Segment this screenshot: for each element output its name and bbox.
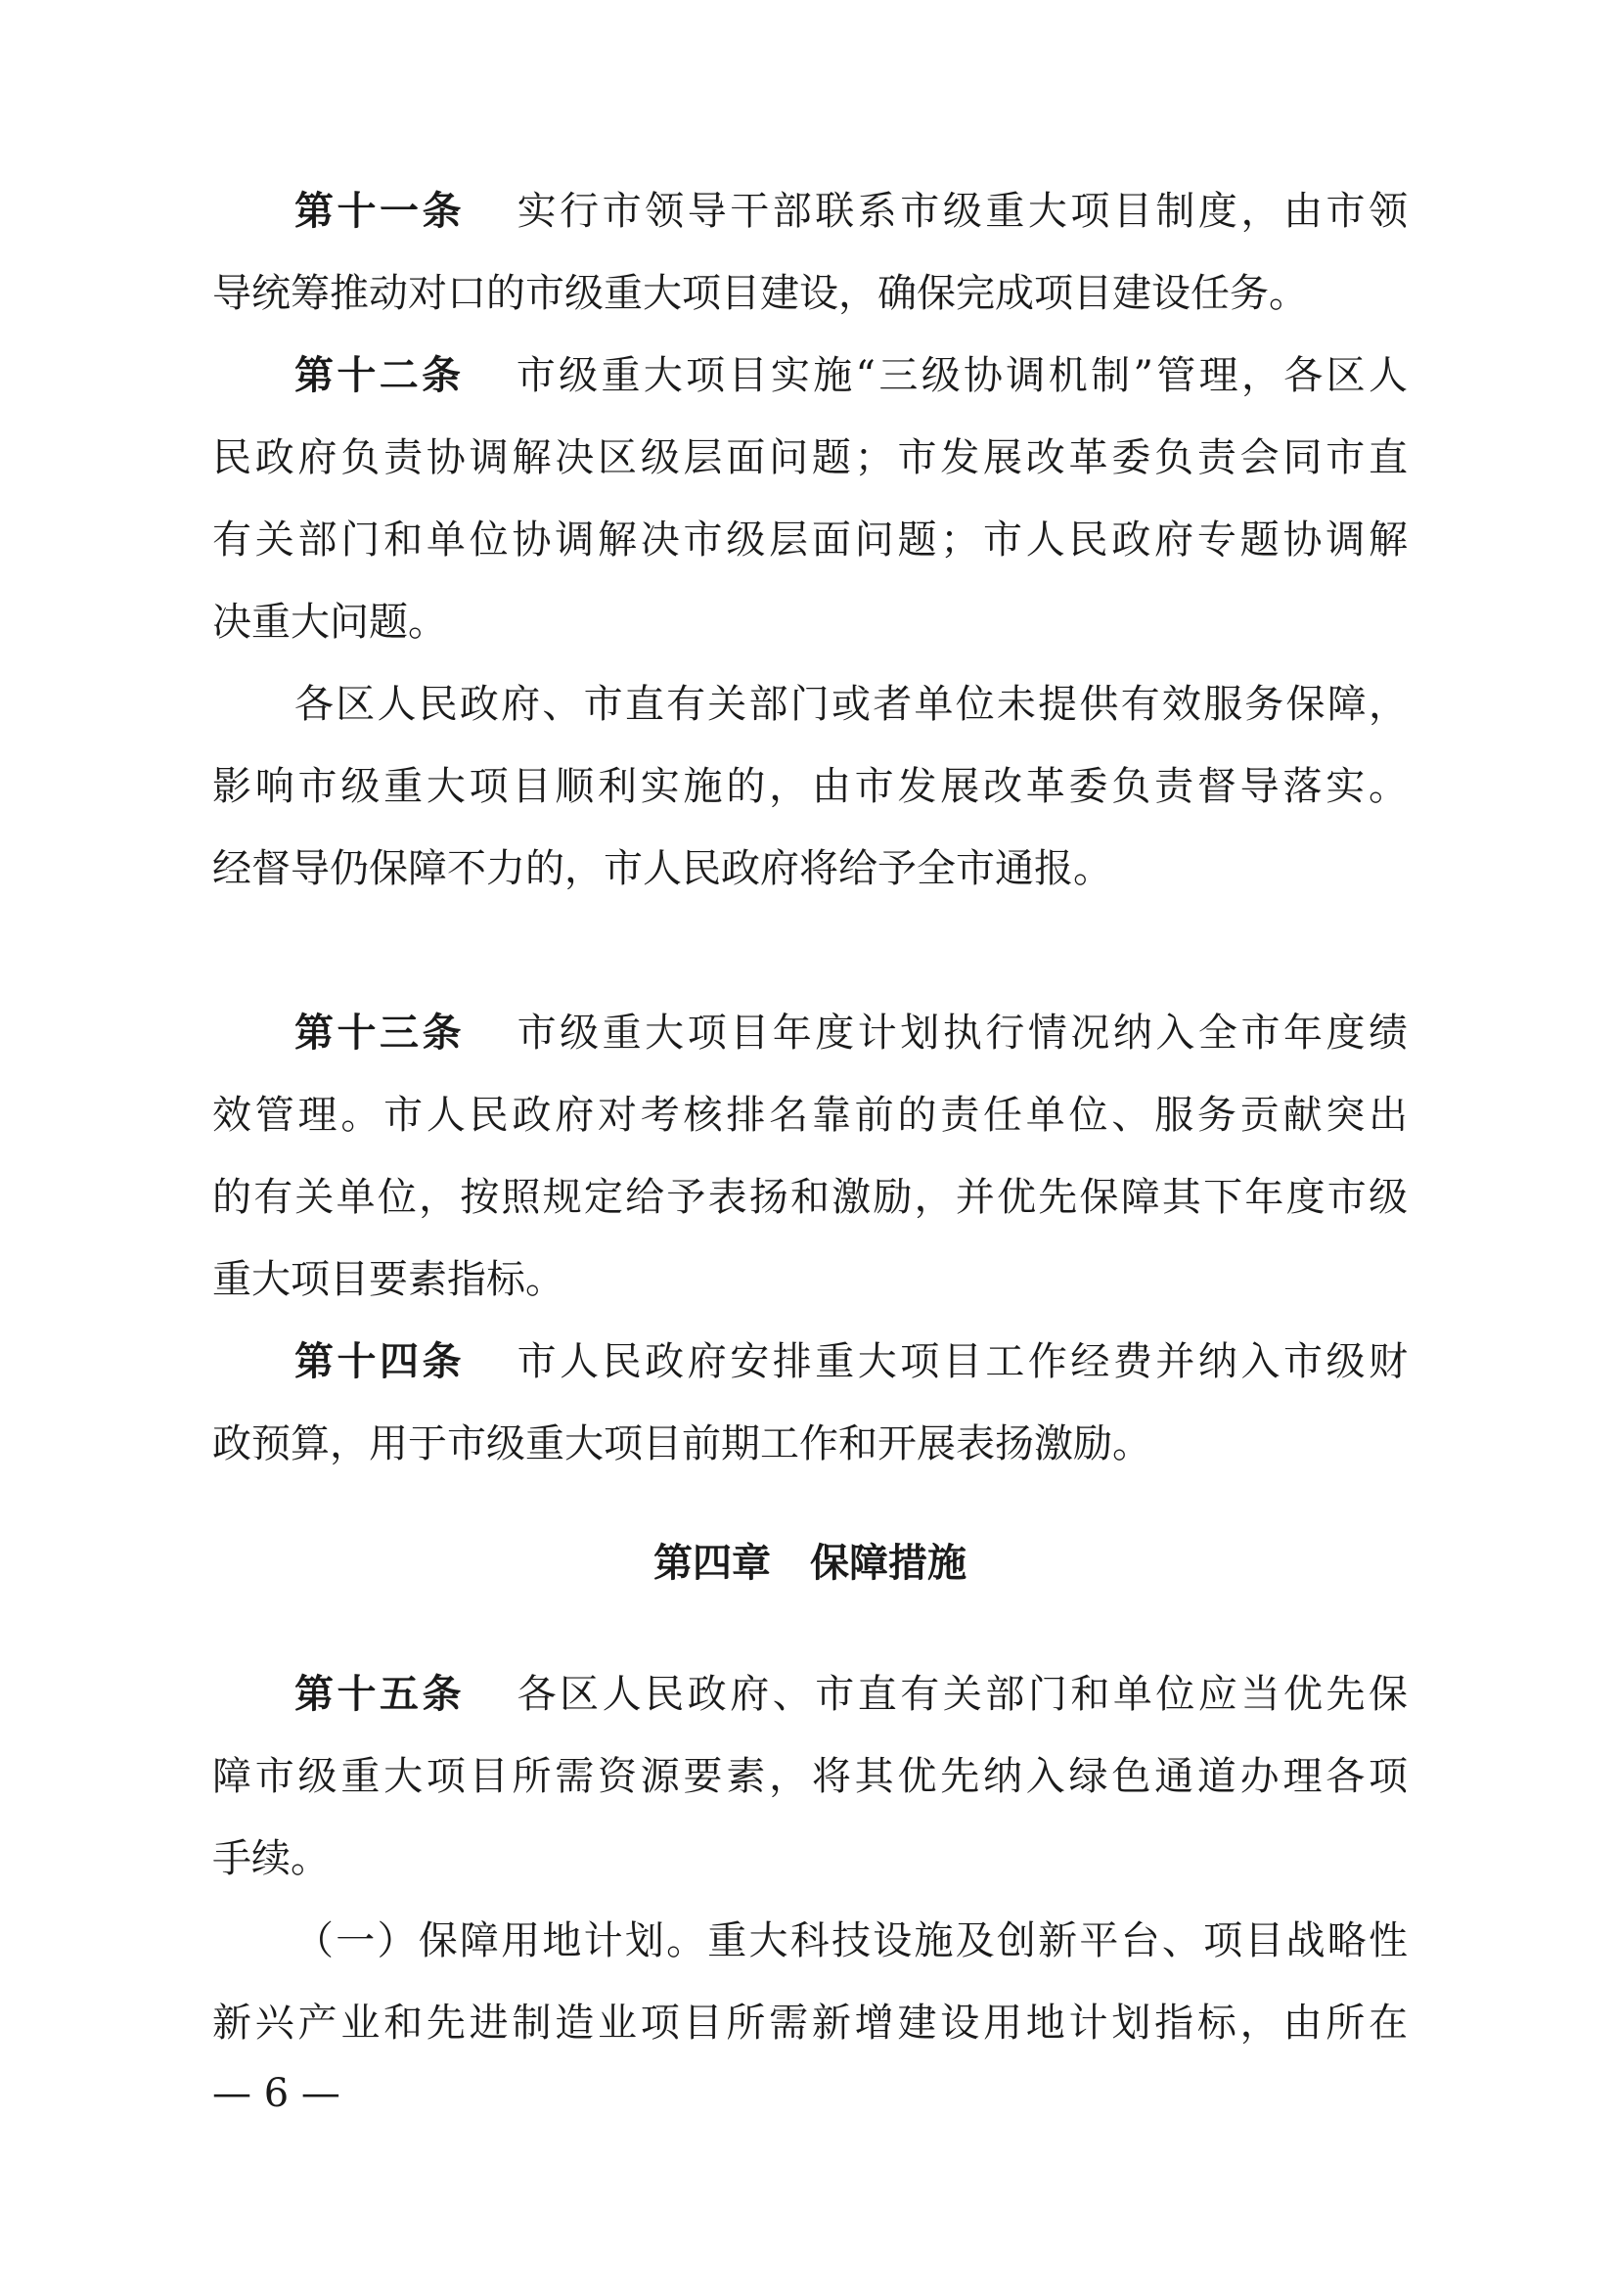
article-15-para-2-line-1: （一）保障用地计划。重大科技设施及创新平台、项目战略性	[294, 1918, 1408, 1963]
article-14-line-1	[294, 1321, 1408, 1403]
article-14-heading: 第十四条	[294, 1339, 466, 1384]
article-11-heading: 第十一条	[294, 189, 466, 234]
article-11-line-2: 导统筹推动对口的市级重大项目建设，确保完成项目建设任务。	[212, 271, 1308, 316]
article-12-line-1	[294, 335, 1408, 417]
article-15-para-2-line-2: 新兴产业和先进制造业项目所需新增建设用地计划指标，由所在	[212, 2001, 1408, 2046]
article-11-line-1	[294, 170, 1408, 252]
article-12-para-2-line-2: 影响市级重大项目顺利实施的，由市发展改革委负责督导落实。	[212, 764, 1408, 809]
article-13-line-1	[294, 992, 1408, 1074]
page-number: — 6 —	[212, 2071, 340, 2116]
article-13-line-4: 重大项目要素指标。	[212, 1257, 564, 1302]
article-13-text: 市级重大项目年度计划执行情况纳入全市年度绩	[514, 1011, 1409, 1056]
article-12-text: 市级重大项目实施“三级协调机制”管理，各区人	[513, 353, 1408, 398]
article-14-line-2: 政预算，用于市级重大项目前期工作和开展表扬激励。	[212, 1421, 1151, 1466]
chapter-title: 保障措施	[810, 1541, 966, 1586]
article-13-heading: 第十三条	[294, 1011, 466, 1056]
article-15-line-1	[294, 1653, 1408, 1735]
article-15-text: 各区人民政府、市直有关部门和单位应当优先保	[514, 1672, 1409, 1717]
article-12-para-2-line-1: 各区人民政府、市直有关部门或者单位未提供有效服务保障，	[294, 682, 1408, 727]
article-15-line-3: 手续。	[212, 1836, 330, 1881]
article-13-line-3: 的有关单位，按照规定给予表扬和激励，并优先保障其下年度市级	[212, 1175, 1408, 1220]
article-12-line-2: 民政府负责协调解决区级层面问题；市发展改革委负责会同市直	[212, 435, 1408, 480]
article-15-heading: 第十五条	[294, 1672, 466, 1717]
article-14-text: 市人民政府安排重大项目工作经费并纳入市级财	[514, 1339, 1409, 1384]
chapter-heading	[212, 1522, 1408, 1604]
chapter-number: 第四章	[653, 1541, 771, 1586]
article-12-heading: 第十二条	[294, 353, 465, 398]
article-12-para-2-line-3: 经督导仍保障不力的，市人民政府将给予全市通报。	[212, 846, 1112, 891]
article-11-text: 实行市领导干部联系市级重大项目制度，由市领	[514, 189, 1409, 234]
article-13-line-2: 效管理。市人民政府对考核排名靠前的责任单位、服务贡献突出	[212, 1093, 1408, 1138]
article-12-line-4: 决重大问题。	[212, 600, 447, 645]
article-15-line-2: 障市级重大项目所需资源要素，将其优先纳入绿色通道办理各项	[212, 1754, 1408, 1799]
article-12-line-3: 有关部门和单位协调解决市级层面问题；市人民政府专题协调解	[212, 518, 1408, 563]
